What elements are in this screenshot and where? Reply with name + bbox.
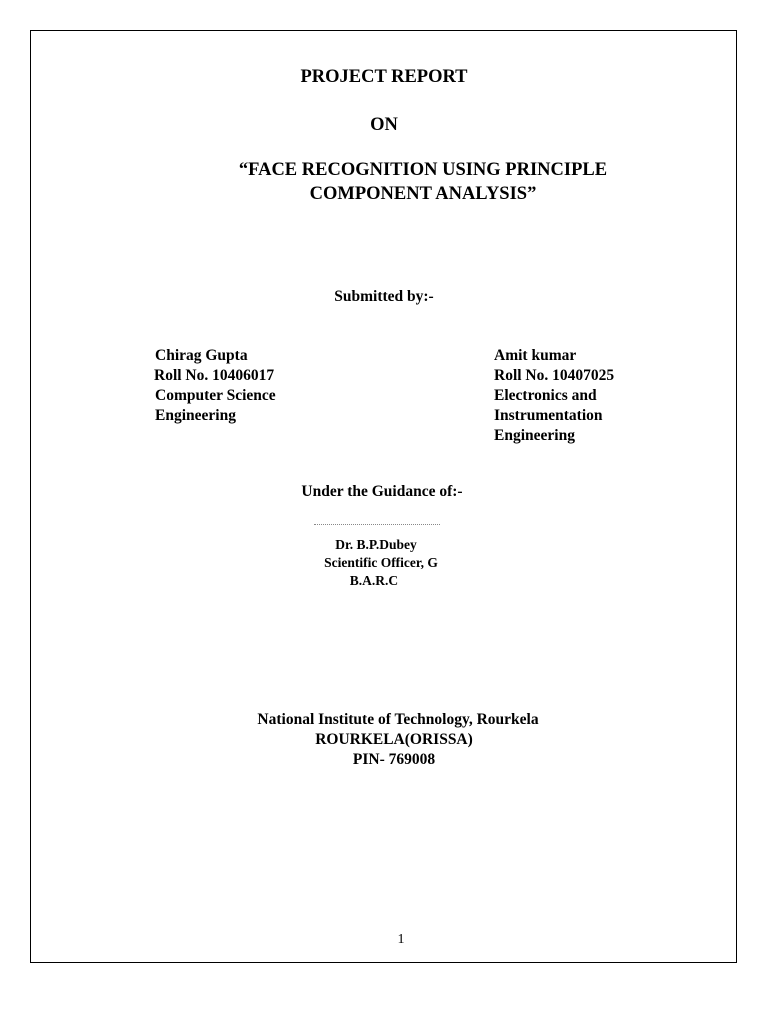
institute-pin: PIN- 769008: [352, 751, 436, 768]
report-title: PROJECT REPORT: [300, 67, 468, 87]
student-2-name: Amit kumar: [494, 347, 577, 364]
guide-designation: Scientific Officer, G: [324, 555, 438, 570]
student-2: [494, 346, 614, 446]
student-2-dept-line-2: Instrumentation: [494, 407, 603, 424]
guidance-label: Under the Guidance of:-: [301, 483, 463, 500]
student-1-dept-line-1: Computer Science: [155, 387, 276, 404]
guide-name: Dr. B.P.Dubey: [335, 537, 417, 552]
student-1-roll: Roll No. 10406017: [154, 367, 275, 384]
submitted-by-label: Submitted by:-: [334, 288, 434, 305]
student-2-dept-line-1: Electronics and: [494, 387, 597, 404]
student-2-dept-line-3: Engineering: [494, 427, 575, 444]
institute-name: National Institute of Technology, Rourkela: [257, 711, 539, 728]
report-on: ON: [370, 115, 398, 135]
student-2-roll: Roll No. 10407025: [494, 367, 615, 384]
institute-city: ROURKELA(ORISSA): [315, 731, 473, 748]
student-1: [155, 346, 276, 426]
student-1-name: Chirag Gupta: [155, 347, 248, 364]
guide-organization: B.A.R.C: [349, 573, 399, 588]
page-number: 1: [397, 932, 405, 947]
report-subject-line-1: “FACE RECOGNITION USING PRINCIPLE: [238, 160, 608, 180]
report-subject-line-2: COMPONENT ANALYSIS”: [309, 184, 537, 204]
student-1-dept-line-2: Engineering: [155, 407, 236, 424]
signature-line: [314, 524, 440, 525]
